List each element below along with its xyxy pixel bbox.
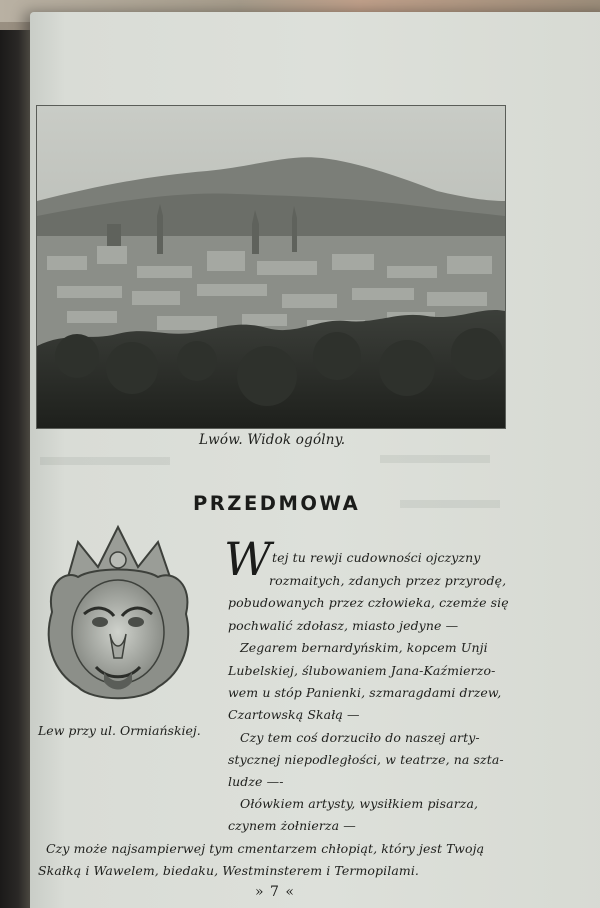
bleed-through-mark <box>400 500 500 508</box>
bleed-through-mark <box>40 457 170 465</box>
lion-relief-illustration <box>38 522 198 712</box>
lion-head-image <box>38 522 198 712</box>
text-line: Lubelskiej, ślubowaniem Jana-Kaźmierzo- <box>228 663 496 678</box>
text-line: pobudowanych przez człowieka, czemże się <box>228 595 509 610</box>
text-line: Czy tem coś dorzuciło do naszej arty- <box>240 730 480 745</box>
book-gutter <box>0 30 30 908</box>
page-number: » 7 « <box>255 884 295 900</box>
city-panorama-photo <box>36 105 506 429</box>
text-line: tej tu rewji cudowności ojczyzny <box>272 550 481 565</box>
drop-cap: W <box>224 532 272 586</box>
photo-caption: Lwów. Widok ogólny. <box>199 432 346 448</box>
text-line: Ołówkiem artysty, wysiłkiem pisarza, <box>240 796 479 811</box>
text-line: stycznej niepodległości, w teatrze, na szta- <box>228 752 504 767</box>
text-line: Czy może najsampierwej tym cmentarzem chłopiąt, który jest Twoją <box>46 841 485 856</box>
section-heading: PRZEDMOWA <box>193 492 361 515</box>
city-panorama-illustration <box>37 106 505 428</box>
text-line: Skałką i Wawelem, biedaku, Westminsterem i Termopilami. <box>38 863 420 878</box>
figure-caption: Lew przy ul. Ormiańskiej. <box>38 723 201 738</box>
bleed-through-mark <box>380 455 490 463</box>
text-line: pochwalić zdołasz, miasto jedyne — <box>228 618 459 633</box>
text-line: ludze —- <box>228 774 284 789</box>
text-line: Zegarem bernardyńskim, kopcem Unji <box>240 640 488 655</box>
text-line: wem u stóp Panienki, szmaragdami drzew, <box>228 685 502 700</box>
text-line: czynem żołnierza — <box>228 818 356 833</box>
text-line: rozmaitych, zdanych przez przyrodę, <box>269 573 507 588</box>
text-line: Czartowską Skałą — <box>228 707 360 722</box>
